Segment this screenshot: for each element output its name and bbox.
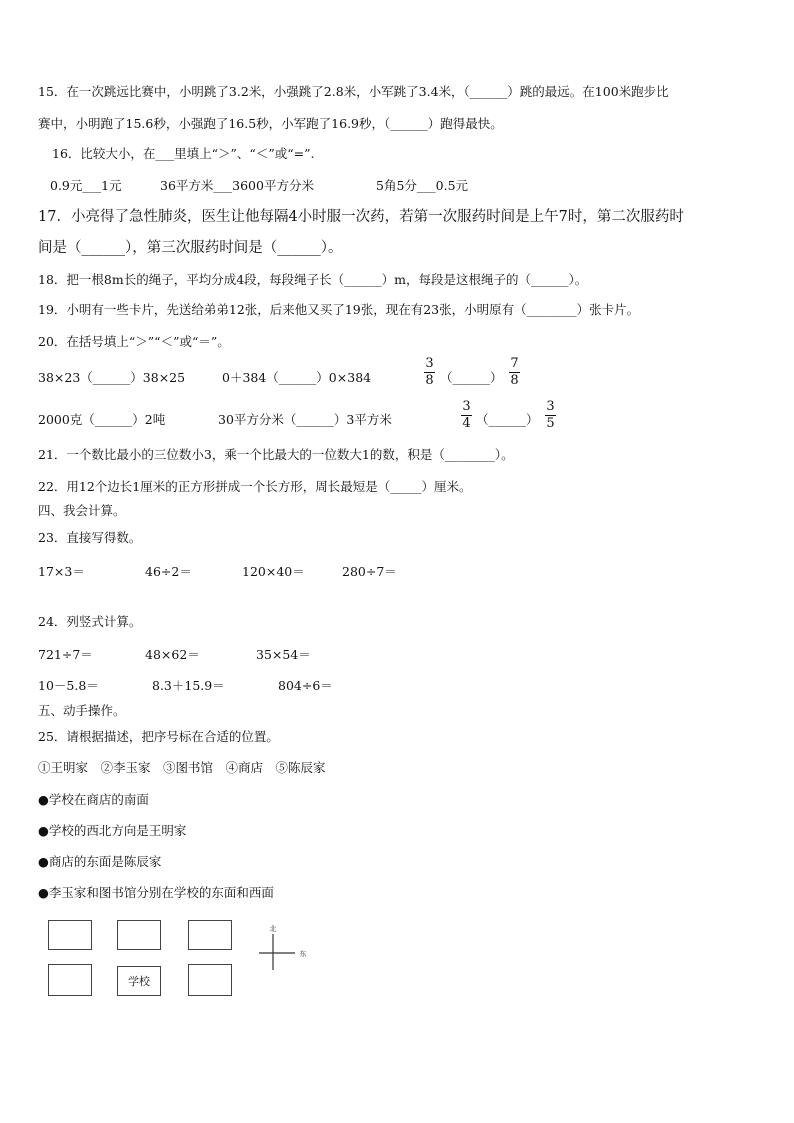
q20-row1-item1: 38×23（______）38×25 bbox=[38, 370, 186, 385]
q17-line1: 17．小亮得了急性肺炎，医生让他每隔4小时服一次药，若第一次服药时间是上午7时，第二次服药时 bbox=[38, 209, 684, 225]
q24-row1-item3: 35×54＝ bbox=[256, 647, 311, 662]
q23-item-4: 280÷7＝ bbox=[342, 564, 397, 579]
q15-line1: 15．在一次跳远比赛中，小明跳了3.2米，小强跳了2.8米，小军跳了3.4米，（______）跳的最远。在100米跑步比 bbox=[38, 84, 669, 99]
section-4-heading: 四、我会计算。 bbox=[38, 503, 126, 518]
q25-clue-3: ●商店的东面是陈辰家 bbox=[38, 854, 162, 869]
q20-frac-3-5 bbox=[545, 400, 556, 431]
section-5-heading: 五、动手操作。 bbox=[38, 703, 126, 718]
fraction-denominator: 8 bbox=[510, 373, 519, 388]
q20-row1-item2: 0＋384（______）0×384 bbox=[222, 370, 372, 385]
map-box-top-middle[interactable] bbox=[117, 920, 161, 950]
q21-text: 21．一个数比最小的三位数小3，乘一个比最大的一位数大1的数，积是（________）。 bbox=[38, 447, 514, 462]
fraction-denominator: 4 bbox=[462, 416, 471, 431]
q16-item-2: 36平方米___3600平方分米 bbox=[160, 178, 314, 193]
q24-row1-item1: 721÷7＝ bbox=[38, 647, 93, 662]
q20-row2-blank: （______） bbox=[476, 412, 539, 427]
q25-options: ①王明家 ②李玉家 ③图书馆 ④商店 ⑤陈辰家 bbox=[38, 760, 326, 775]
fraction-numerator: 3 bbox=[425, 356, 434, 371]
q20-row1-blank: （______） bbox=[440, 370, 503, 385]
fraction-numerator: 7 bbox=[510, 356, 519, 371]
q20-frac-7-8 bbox=[509, 357, 520, 388]
q20-row2-item2: 30平方分米（______）3平方米 bbox=[218, 412, 392, 427]
fraction-denominator: 5 bbox=[546, 416, 555, 431]
q22-text: 22．用12个边长1厘米的正方形拼成一个长方形，周长最短是（_____）厘米。 bbox=[38, 479, 472, 494]
q15-line2: 赛中，小明跑了15.6秒，小强跑了16.5秒，小军跑了16.9秒，（______）跑得最快。 bbox=[38, 116, 503, 131]
q25-clue-4: ●李玉家和图书馆分别在学校的东面和西面 bbox=[38, 885, 274, 900]
q16-item-3: 5角5分___0.5元 bbox=[376, 178, 469, 193]
fraction-denominator: 8 bbox=[425, 373, 434, 388]
q18-text: 18．把一根8m长的绳子，平均分成4段，每段绳子长（______）m，每段是这根绳子的（______）。 bbox=[38, 272, 588, 287]
q24-row1-item2: 48×62＝ bbox=[145, 647, 200, 662]
map-box-bottom-right[interactable] bbox=[188, 964, 232, 996]
q20-frac-3-4 bbox=[461, 400, 472, 431]
north-label: 北 bbox=[269, 925, 277, 933]
q23-title: 23．直接写得数。 bbox=[38, 530, 142, 545]
map-box-bottom-left[interactable] bbox=[48, 964, 92, 996]
q16-title: 16．比较大小，在___里填上“＞”、“＜”或“=”. bbox=[52, 146, 315, 161]
q17-line2: 间是（______），第三次服药时间是（______）。 bbox=[38, 240, 343, 256]
q25-clue-1: ●学校在商店的南面 bbox=[38, 792, 149, 807]
q20-frac-3-8 bbox=[424, 357, 435, 388]
q19-text: 19．小明有一些卡片，先送给弟弟12张，后来他又买了19张，现在有23张，小明原有（________）张卡片。 bbox=[38, 302, 640, 317]
q20-title: 20．在括号填上“＞”“＜”或“＝”。 bbox=[38, 334, 230, 349]
map-box-top-left[interactable] bbox=[48, 920, 92, 950]
q16-item-1: 0.9元___1元 bbox=[50, 178, 122, 193]
school-label: 学校 bbox=[128, 975, 150, 988]
east-label: 东 bbox=[299, 950, 307, 958]
q24-title: 24．列竖式计算。 bbox=[38, 614, 142, 629]
map-box-school bbox=[117, 966, 161, 996]
q23-item-2: 46÷2＝ bbox=[145, 564, 192, 579]
fraction-numerator: 3 bbox=[546, 399, 555, 414]
q24-row2-item1: 10－5.8＝ bbox=[38, 678, 99, 693]
map-box-top-right[interactable] bbox=[188, 920, 232, 950]
q20-row2-item1: 2000克（______）2吨 bbox=[38, 412, 166, 427]
fraction-numerator: 3 bbox=[462, 399, 471, 414]
q25-clue-2: ●学校的西北方向是王明家 bbox=[38, 823, 187, 838]
q25-title: 25．请根据描述，把序号标在合适的位置。 bbox=[38, 729, 279, 744]
q23-item-3: 120×40＝ bbox=[242, 564, 305, 579]
compass-icon bbox=[255, 922, 315, 974]
q23-item-1: 17×3＝ bbox=[38, 564, 85, 579]
q24-row2-item2: 8.3＋15.9＝ bbox=[152, 678, 225, 693]
q24-row2-item3: 804÷6＝ bbox=[278, 678, 333, 693]
